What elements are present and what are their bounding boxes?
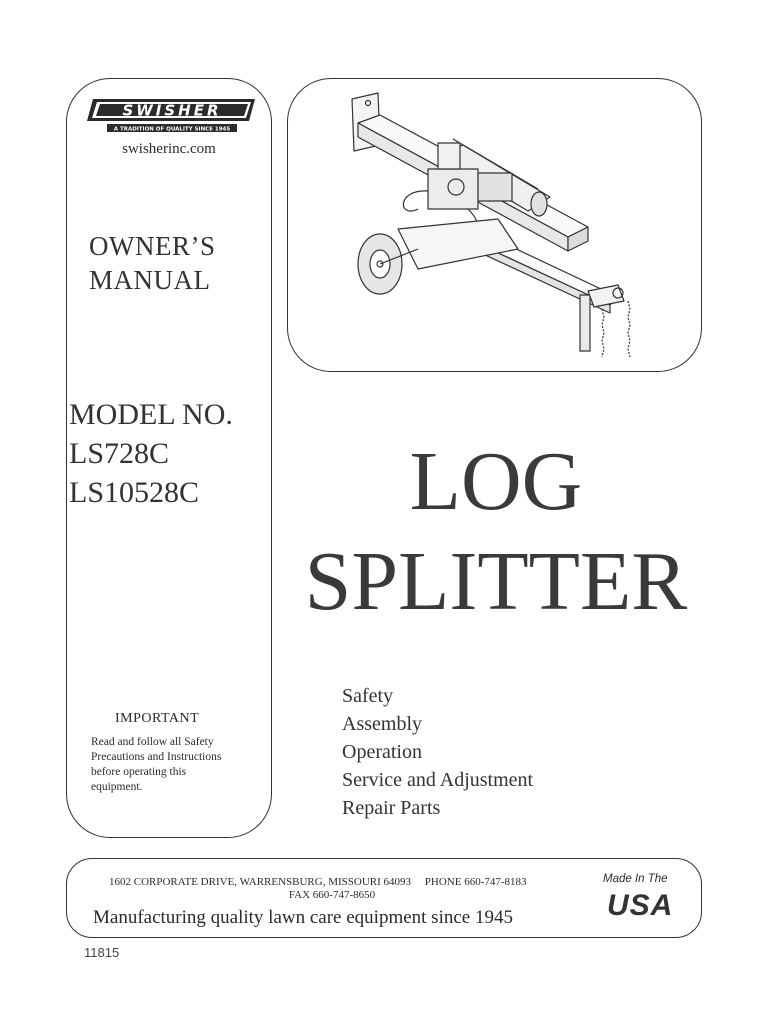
owners-line: OWNER’S xyxy=(89,231,216,261)
document-number: 11815 xyxy=(84,945,120,960)
product-title-line-2: SPLITTER xyxy=(304,535,688,628)
log-splitter-illustration xyxy=(288,79,702,372)
website: swisherinc.com xyxy=(122,141,216,157)
important-text xyxy=(91,735,261,795)
address-panel xyxy=(66,858,702,938)
important-line: before operating this xyxy=(91,766,187,778)
topics-list xyxy=(342,682,533,822)
product-title-line-1: LOG xyxy=(409,435,583,528)
important-line: Read and follow all Safety xyxy=(91,736,214,748)
model-number: LS728C xyxy=(69,437,170,470)
model-number: LS10528C xyxy=(69,476,200,509)
topic-item: Repair Parts xyxy=(342,797,441,819)
logo-wordmark: SWISHER xyxy=(122,101,222,120)
made-in-label: Made In The xyxy=(603,873,668,885)
model-heading: MODEL NO. xyxy=(69,398,233,431)
topic-item: Service and Adjustment xyxy=(342,769,534,791)
logo-tagline: A TRADITION OF QUALITY SINCE 1945 xyxy=(113,126,231,133)
swisher-logo xyxy=(85,97,257,137)
company-address: 1602 CORPORATE DRIVE, WARRENSBURG, MISSOURI 64093 PHONE 660-747-8183 xyxy=(109,876,527,888)
company-fax: FAX 660-747-8650 xyxy=(288,889,376,901)
owners-manual-title xyxy=(89,229,216,297)
company-tagline: Manufacturing quality lawn care equipment since 1945 xyxy=(93,907,513,928)
product-illustration-box xyxy=(287,78,702,372)
topic-item: Safety xyxy=(342,685,394,707)
important-line: Precautions and Instructions xyxy=(91,751,222,763)
topic-item: Operation xyxy=(342,741,422,763)
topic-item: Assembly xyxy=(342,713,422,735)
important-line: equipment. xyxy=(91,781,143,793)
left-panel xyxy=(66,78,272,838)
manual-line: MANUAL xyxy=(89,265,211,295)
model-block xyxy=(69,395,233,512)
country-label: USA xyxy=(607,889,674,922)
important-title: IMPORTANT xyxy=(115,711,200,726)
